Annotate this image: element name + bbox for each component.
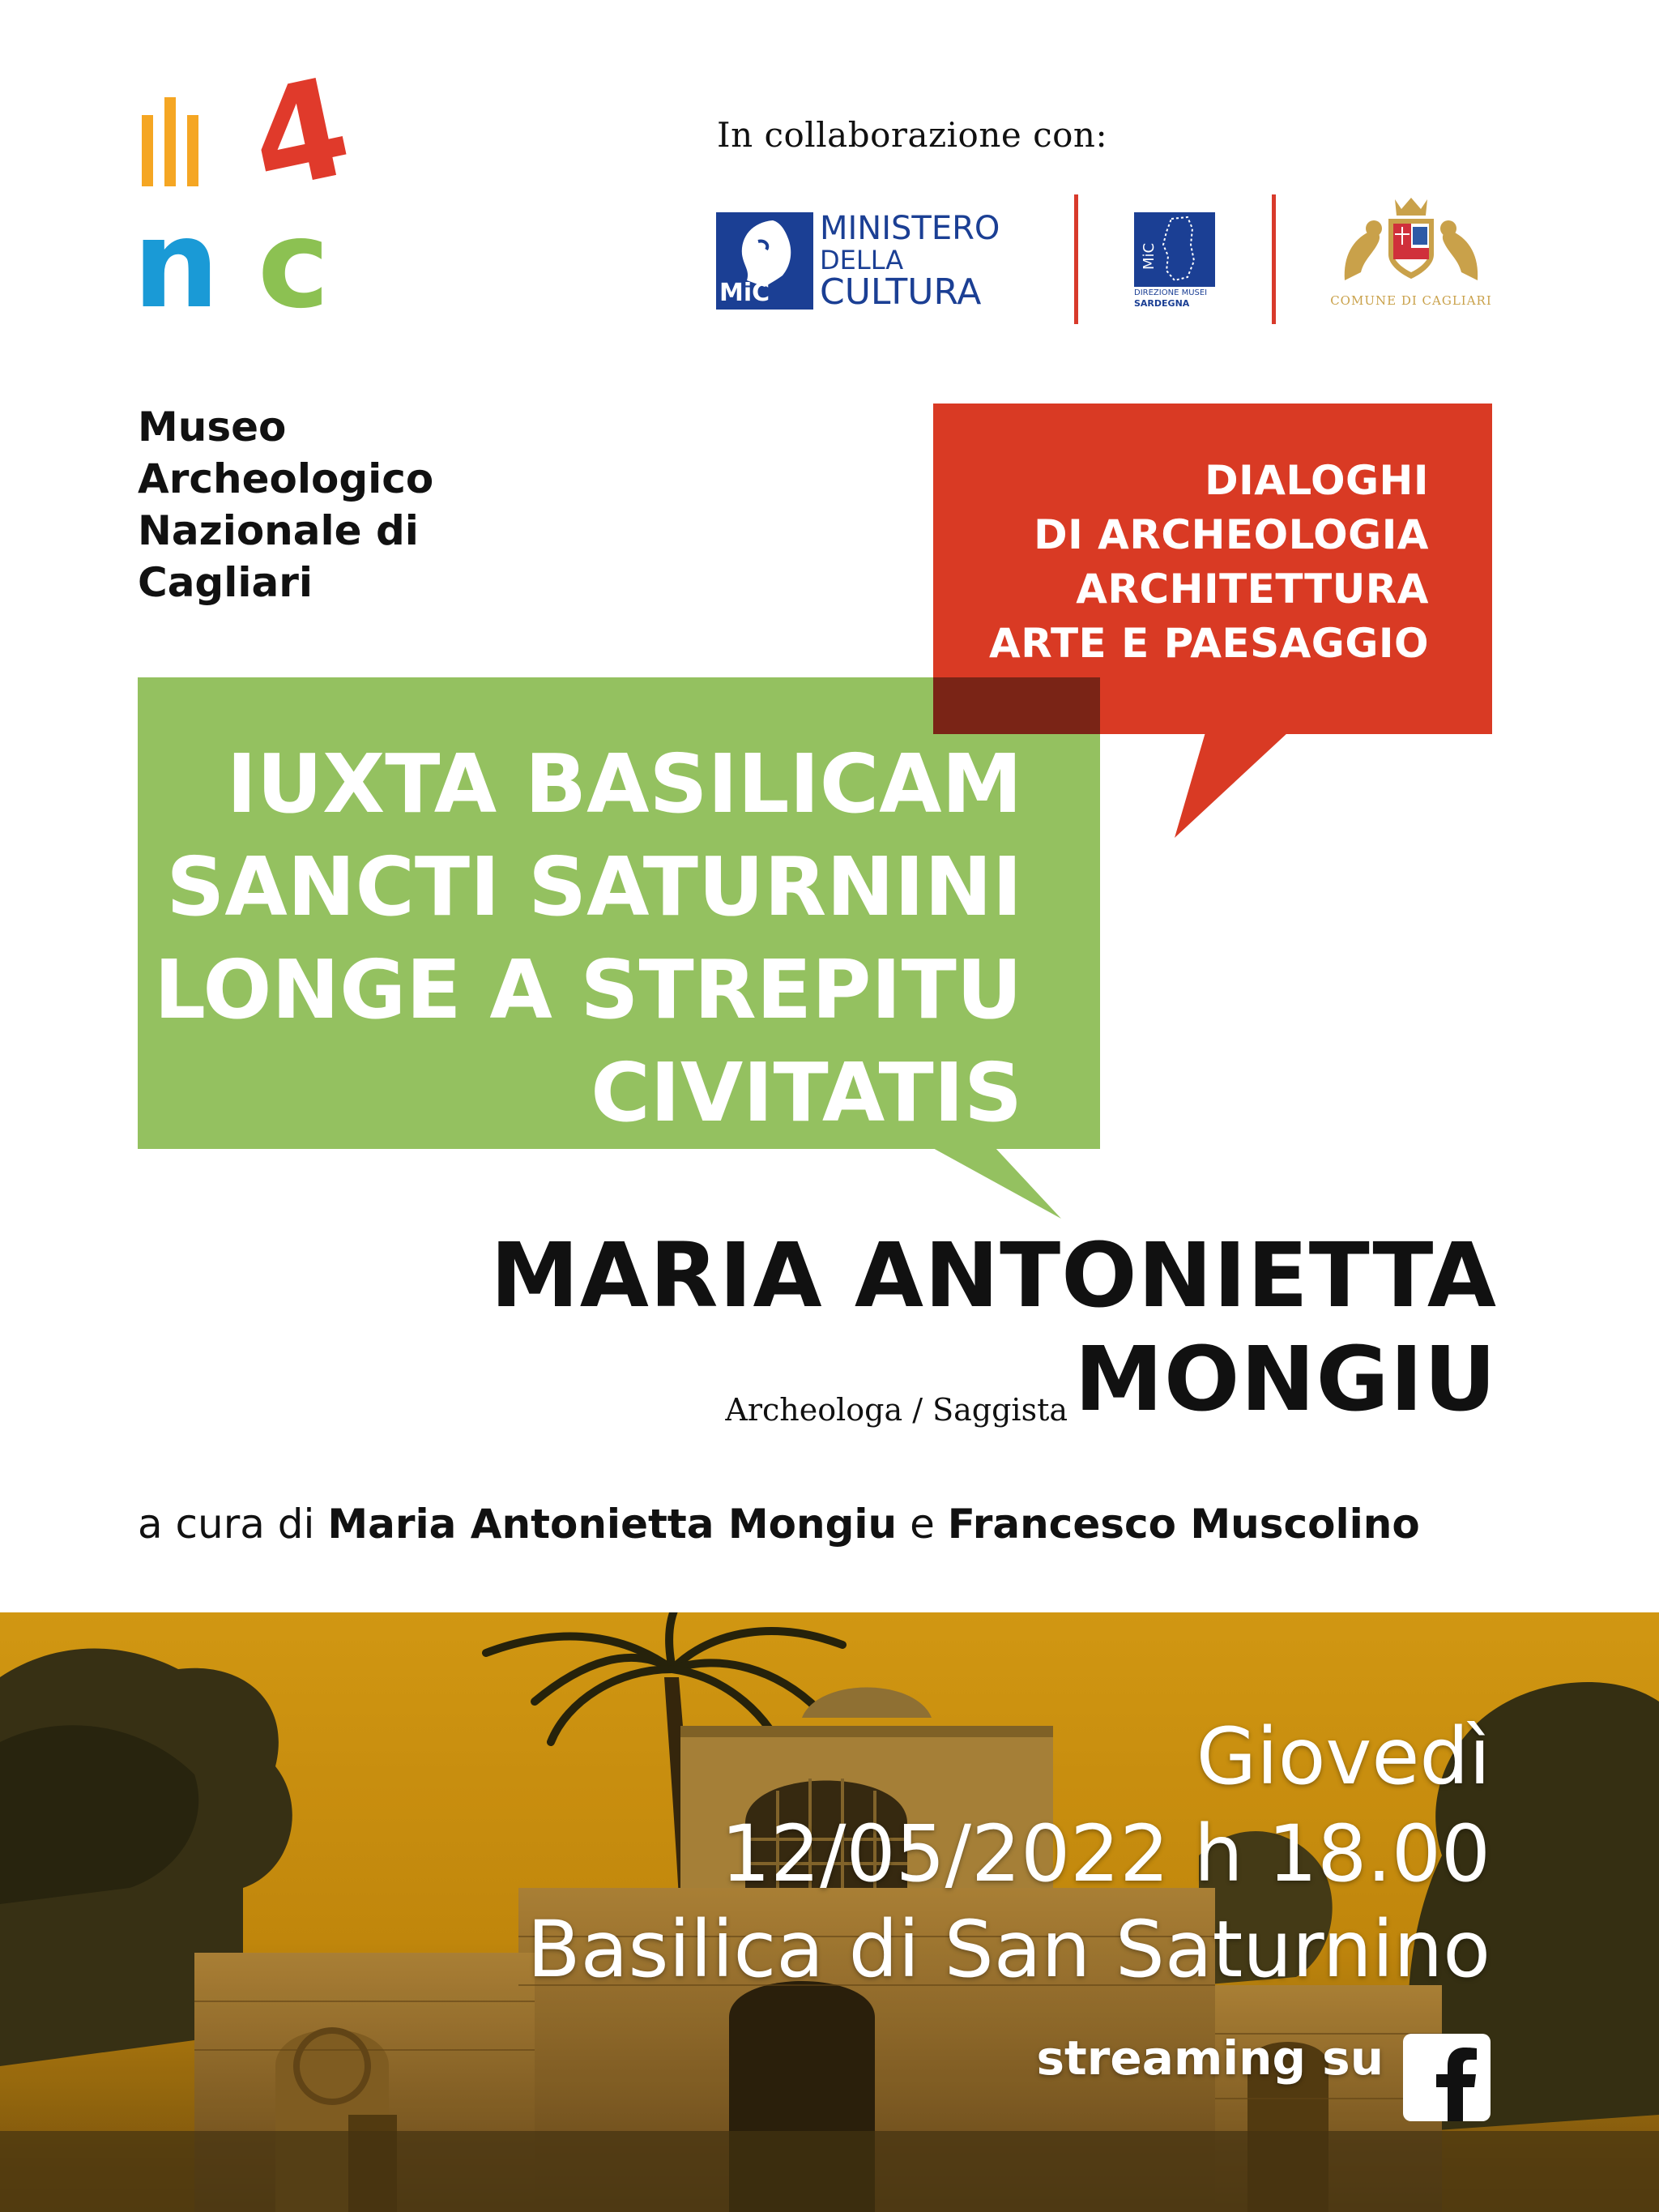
logo-digit: 4 bbox=[237, 46, 364, 223]
event-datetime: 12/05/2022 h 18.00 bbox=[720, 1808, 1491, 1899]
partner-divider bbox=[1074, 194, 1078, 324]
mic-emblem bbox=[716, 212, 813, 310]
talk-title-bubble bbox=[138, 677, 1100, 1149]
museum-name bbox=[138, 401, 478, 609]
speaker-role: Archeologa / Saggista bbox=[725, 1392, 1068, 1428]
facebook-icon[interactable] bbox=[1403, 2034, 1491, 2121]
series-line: ARTE E PAESAGGIO bbox=[989, 620, 1429, 667]
museum-name-line: Cagliari bbox=[138, 559, 313, 606]
talk-title-line: CIVITATIS bbox=[591, 1045, 1022, 1140]
speaker-name-line1: MARIA ANTONIETTA bbox=[490, 1223, 1497, 1327]
comune-name: COMUNE DI CAGLIARI bbox=[1330, 293, 1492, 308]
logo-bar bbox=[187, 115, 198, 186]
streaming-label: streaming su bbox=[1036, 2031, 1384, 2086]
logo-bar bbox=[164, 97, 176, 186]
mic-line2: DELLA bbox=[820, 245, 904, 275]
logo-letter-n: n bbox=[133, 194, 220, 335]
bubble-overlap bbox=[933, 677, 1100, 734]
museum-logo bbox=[133, 46, 364, 335]
series-line: DI ARCHEOLOGIA bbox=[1034, 511, 1429, 558]
series-bubble-tail bbox=[1166, 732, 1296, 838]
partner-divider bbox=[1272, 194, 1276, 324]
coat-of-arms-icon bbox=[1328, 191, 1494, 288]
mic-text bbox=[820, 211, 1000, 311]
event-place: Basilica di San Saturnino bbox=[527, 1904, 1491, 1995]
museum-name-line: Nazionale di bbox=[138, 507, 419, 554]
mic-line3: CULTURA bbox=[820, 271, 982, 313]
series-line: ARCHITETTURA bbox=[1076, 566, 1429, 613]
sardinia-map-emblem bbox=[1134, 212, 1215, 287]
speaker-name-line2: MONGIU bbox=[1074, 1327, 1497, 1431]
mic-logo bbox=[716, 212, 1024, 314]
museum-name-line: Museo bbox=[138, 404, 287, 451]
curated-prefix: a cura di bbox=[138, 1501, 315, 1548]
collaboration-label: In collaborazione con: bbox=[717, 115, 1108, 155]
talk-title-line: LONGE A STREPITU bbox=[154, 942, 1022, 1037]
direzione-musei-logo bbox=[1134, 212, 1215, 310]
direzione-line1: DIREZIONE MUSEI bbox=[1134, 288, 1208, 297]
event-day: Giovedì bbox=[1196, 1711, 1491, 1802]
mic-line1: MINISTERO bbox=[820, 210, 1000, 247]
museum-name-line: Archeologico bbox=[138, 455, 434, 502]
logo-letter-c: c bbox=[258, 194, 330, 335]
talk-title-line: IUXTA BASILICAM bbox=[226, 737, 1022, 831]
mic-badge-text: MiC bbox=[719, 279, 770, 307]
direzione-badge: MiC bbox=[1141, 242, 1158, 271]
curator-2: Francesco Muscolino bbox=[947, 1501, 1420, 1548]
series-line: DIALOGHI bbox=[1205, 457, 1429, 504]
logo-bar bbox=[142, 115, 153, 186]
talk-title-line: SANCTI SATURNINI bbox=[166, 839, 1022, 934]
facebook-f-glyph bbox=[1403, 2034, 1491, 2121]
curator-1: Maria Antonietta Mongiu bbox=[327, 1501, 898, 1548]
curated-conjunction: e bbox=[910, 1501, 935, 1548]
curated-by bbox=[138, 1501, 1420, 1548]
talk-title-bubble-tail bbox=[932, 1147, 1069, 1220]
comune-cagliari-logo bbox=[1328, 191, 1494, 313]
direzione-line2: SARDEGNA bbox=[1134, 298, 1190, 309]
